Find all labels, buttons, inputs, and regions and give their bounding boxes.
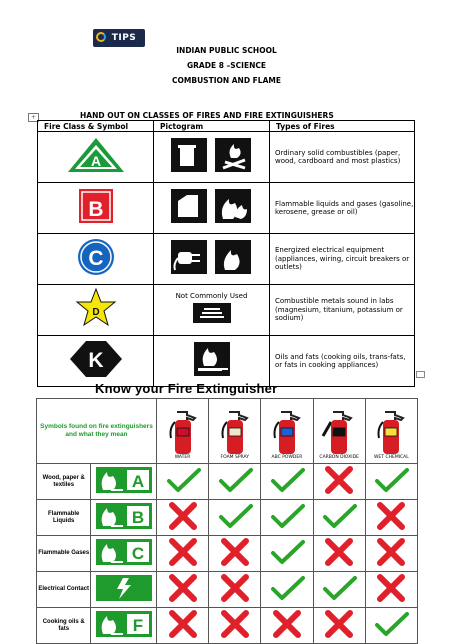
check-mark-icon bbox=[365, 464, 417, 500]
class-c-symbol bbox=[38, 234, 154, 285]
cross-mark-icon bbox=[209, 608, 261, 644]
fire-class-row bbox=[38, 183, 415, 234]
extinguisher-co2 bbox=[313, 399, 365, 464]
check-mark-icon bbox=[365, 608, 417, 644]
logo-swirl-icon bbox=[96, 32, 106, 42]
svg-text:C: C bbox=[87, 247, 104, 270]
svg-text:F: F bbox=[132, 615, 143, 635]
extinguisher-wet-chemical bbox=[365, 399, 417, 464]
header-fire-class: Fire Class & Symbol bbox=[38, 121, 154, 132]
header-types: Types of Fires bbox=[270, 121, 415, 132]
symbols-heading: Symbols found on fire extinguishers and what they mean bbox=[37, 399, 157, 464]
svg-text:K: K bbox=[87, 349, 104, 372]
svg-text:A: A bbox=[90, 153, 101, 169]
extinguisher-row bbox=[37, 608, 418, 644]
row-label: Flammable Gases bbox=[37, 536, 91, 572]
cross-mark-icon bbox=[313, 536, 365, 572]
row-label: Electrical Contact bbox=[37, 572, 91, 608]
school-name: INDIAN PUBLIC SCHOOL bbox=[176, 46, 277, 55]
check-mark-icon bbox=[261, 500, 313, 536]
cross-mark-icon bbox=[156, 500, 208, 536]
extinguisher-label: WET CHEMICAL bbox=[373, 455, 409, 460]
class-c-pictogram bbox=[154, 234, 270, 285]
extinguisher-label: ABC POWDER bbox=[271, 455, 303, 460]
extinguisher-chart-title: Know your Fire Extinguisher bbox=[95, 381, 278, 396]
extinguisher-header-row bbox=[37, 399, 418, 464]
fire-sign-icon bbox=[91, 502, 156, 534]
plug-fire-pictogram-icon bbox=[165, 238, 259, 276]
check-mark-icon bbox=[261, 572, 313, 608]
star-symbol-icon bbox=[66, 288, 126, 328]
header-pictogram: Pictogram bbox=[154, 121, 270, 132]
triangle-symbol-icon bbox=[66, 136, 126, 174]
extinguisher-co2-icon bbox=[314, 406, 365, 456]
fire-type-symbol bbox=[91, 608, 157, 644]
hexagon-symbol-icon bbox=[66, 339, 126, 379]
metal-fire-pictogram-icon bbox=[192, 302, 232, 324]
cross-mark-icon bbox=[156, 536, 208, 572]
class-k-symbol bbox=[38, 336, 154, 387]
class-k-description: Oils and fats (cooking oils, trans-fats, or fats in cooking appliances) bbox=[270, 336, 415, 387]
row-label: Cooking oils & fats bbox=[37, 608, 91, 644]
electric-sign-icon bbox=[91, 574, 156, 606]
cross-mark-icon bbox=[365, 536, 417, 572]
extinguisher-wet-chemical-icon bbox=[366, 406, 417, 456]
class-c-description: Energized electrical equipment (appliances, wiring, circuit breakers or outlets) bbox=[270, 234, 415, 285]
fire-type-symbol bbox=[91, 464, 157, 500]
trash-fire-pictogram-icon bbox=[165, 136, 259, 174]
svg-text:B: B bbox=[131, 507, 144, 527]
grade-line: GRADE 8 –SCIENCE bbox=[187, 61, 266, 70]
check-mark-icon bbox=[209, 464, 261, 500]
cross-mark-icon bbox=[156, 572, 208, 608]
row-label: Flammable Liquids bbox=[37, 500, 91, 536]
extinguisher-powder bbox=[261, 399, 313, 464]
extinguisher-row bbox=[37, 464, 418, 500]
square-symbol-icon bbox=[66, 187, 126, 225]
cross-mark-icon bbox=[261, 608, 313, 644]
check-mark-icon bbox=[209, 500, 261, 536]
table-anchor-icon[interactable]: + bbox=[28, 113, 39, 122]
extinguisher-row bbox=[37, 500, 418, 536]
svg-text:B: B bbox=[87, 198, 104, 221]
check-mark-icon bbox=[261, 536, 313, 572]
fire-type-symbol bbox=[91, 572, 157, 608]
check-mark-icon bbox=[313, 572, 365, 608]
svg-text:D: D bbox=[91, 307, 100, 318]
class-b-pictogram bbox=[154, 183, 270, 234]
extinguisher-chart bbox=[36, 398, 418, 644]
school-logo bbox=[93, 29, 145, 47]
class-a-symbol bbox=[38, 132, 154, 183]
row-label: Wood, paper & textiles bbox=[37, 464, 91, 500]
class-b-description: Flammable liquids and gases (gasoline, kerosene, grease or oil) bbox=[270, 183, 415, 234]
class-a-pictogram bbox=[154, 132, 270, 183]
fire-sign-icon bbox=[91, 610, 156, 642]
svg-text:A: A bbox=[131, 471, 144, 491]
fire-class-row bbox=[38, 336, 415, 387]
logo-text: TIPS bbox=[111, 33, 137, 43]
class-a-description: Ordinary solid combustibles (paper, wood, cardboard and most plastics) bbox=[270, 132, 415, 183]
extinguisher-row bbox=[37, 572, 418, 608]
fire-sign-icon bbox=[91, 466, 156, 498]
class-k-pictogram bbox=[154, 336, 270, 387]
class-d-description: Combustible metals sound in labs (magnesium, titanium, potassium or sodium) bbox=[270, 285, 415, 336]
cross-mark-icon bbox=[156, 608, 208, 644]
fire-class-row bbox=[38, 132, 415, 183]
section-marker-icon bbox=[416, 371, 425, 378]
extinguisher-label: WATER bbox=[174, 455, 191, 460]
fire-sign-icon bbox=[91, 538, 156, 570]
extinguisher-label: FOAM SPRAY bbox=[220, 455, 249, 460]
extinguisher-row bbox=[37, 536, 418, 572]
check-mark-icon bbox=[156, 464, 208, 500]
extinguisher-water bbox=[156, 399, 208, 464]
class-d-symbol bbox=[38, 285, 154, 336]
fire-table-header-row bbox=[38, 121, 415, 132]
class-b-symbol bbox=[38, 183, 154, 234]
cross-mark-icon bbox=[313, 608, 365, 644]
extinguisher-foam bbox=[209, 399, 261, 464]
handout-title: HAND OUT ON CLASSES OF FIRES AND FIRE EXTINGUISHERS bbox=[80, 111, 334, 120]
circle-symbol-icon bbox=[66, 237, 126, 277]
cross-mark-icon bbox=[209, 536, 261, 572]
extinguisher-label: CARBON DIOXIDE bbox=[319, 455, 359, 460]
extinguisher-foam-icon bbox=[209, 406, 260, 456]
svg-text:C: C bbox=[131, 543, 144, 563]
cross-mark-icon bbox=[365, 572, 417, 608]
fire-class-table bbox=[37, 120, 415, 387]
topic-line: COMBUSTION AND FLAME bbox=[172, 76, 281, 85]
extinguisher-powder-icon bbox=[261, 406, 312, 456]
fire-type-symbol bbox=[91, 500, 157, 536]
extinguisher-water-icon bbox=[157, 406, 208, 456]
fire-class-row bbox=[38, 234, 415, 285]
fire-class-row bbox=[38, 285, 415, 336]
pan-fire-pictogram-icon bbox=[189, 340, 235, 378]
cross-mark-icon bbox=[313, 464, 365, 500]
class-d-pictogram bbox=[154, 285, 270, 336]
cross-mark-icon bbox=[365, 500, 417, 536]
check-mark-icon bbox=[313, 500, 365, 536]
fire-type-symbol bbox=[91, 536, 157, 572]
check-mark-icon bbox=[261, 464, 313, 500]
not-commonly-used-note: Not Commonly Used bbox=[175, 292, 248, 300]
gas-can-fire-pictogram-icon bbox=[165, 187, 259, 225]
cross-mark-icon bbox=[209, 572, 261, 608]
